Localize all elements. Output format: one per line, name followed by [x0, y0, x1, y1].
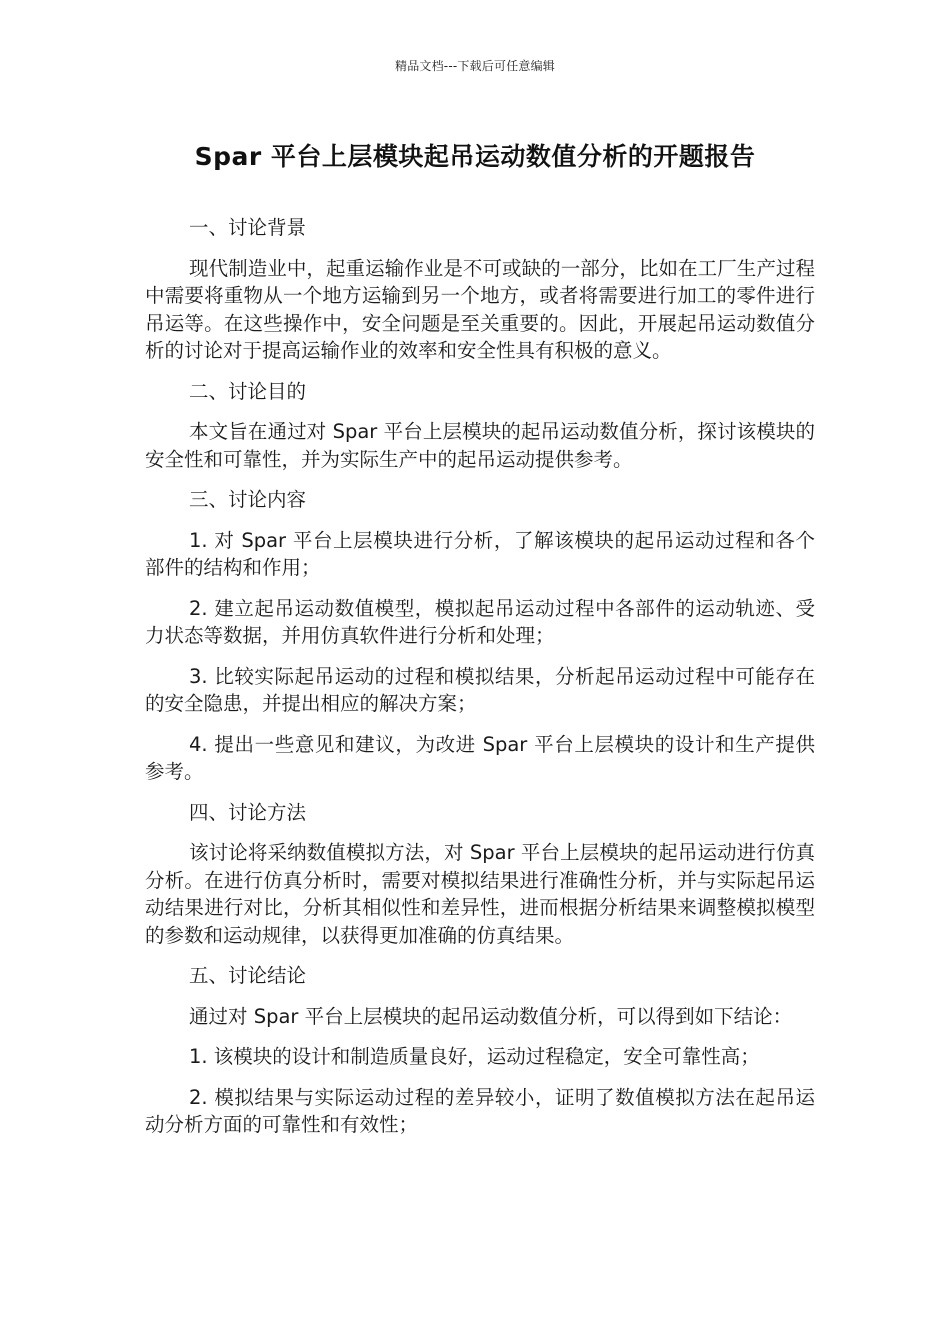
- section-heading-background: 一、讨论背景: [189, 216, 307, 239]
- section-heading-content: 三、讨论内容: [189, 488, 307, 511]
- list-item: 2. 建立起吊运动数值模型，模拟起吊运动过程中各部件的运动轨迹、受力状态等数据，并用仿真软件进行分析和处理；: [145, 596, 815, 647]
- paragraph: 通过对 Spar 平台上层模块的起吊运动数值分析，可以得到如下结论：: [189, 1004, 793, 1028]
- section-heading-method: 四、讨论方法: [189, 800, 307, 824]
- section-heading-conclusion: 五、讨论结论: [189, 964, 307, 987]
- list-item: 1. 对 Spar 平台上层模块进行分析，了解该模块的起吊运动过程和各个部件的结构和作用；: [145, 528, 815, 579]
- document-title: Spar 平台上层模块起吊运动数值分析的开题报告: [194, 142, 756, 171]
- document-body: [145, 214, 815, 1152]
- list-item: 4. 提出一些意见和建议，为改进 Spar 平台上层模块的设计和生产提供参考。: [145, 732, 815, 783]
- list-item: 3. 比较实际起吊运动的过程和模拟结果，分析起吊运动过程中可能存在的安全隐患，并提出相应的解决方案；: [145, 664, 815, 715]
- section-heading-purpose: 二、讨论目的: [189, 379, 307, 403]
- header-note: 精品文档---下载后可任意编辑: [395, 59, 555, 73]
- paragraph: 现代制造业中，起重运输作业是不可或缺的一部分，比如在工厂生产过程中需要将重物从一个地方运输到另一个地方，或者将需要进行加工的零件进行吊运等。在这些操作中，安全问题是至关重要的。因此，开展起吊运动数值分析的讨论对于提高运输作业的效率和安全性具有积极的意义。: [145, 256, 815, 362]
- list-item: 1. 该模块的设计和制造质量良好，运动过程稳定，安全可靠性高；: [189, 1045, 760, 1068]
- paragraph: 该讨论将采纳数值模拟方法，对 Spar 平台上层模块的起吊运动进行仿真分析。在进行仿真分析时，需要对模拟结果进行准确性分析，并与实际起吊运动结果进行对比，分析其相似性和差异性，进而根据分析结果来调整模拟模型的参数和运动规律，以获得更加准确的仿真结果。: [145, 841, 815, 947]
- paragraph: 本文旨在通过对 Spar 平台上层模块的起吊运动数值分析，探讨该模块的安全性和可靠性，并为实际生产中的起吊运动提供参考。: [145, 420, 815, 471]
- list-item: 2. 模拟结果与实际运动过程的差异较小，证明了数值模拟方法在起吊运动分析方面的可靠性和有效性；: [145, 1085, 815, 1136]
